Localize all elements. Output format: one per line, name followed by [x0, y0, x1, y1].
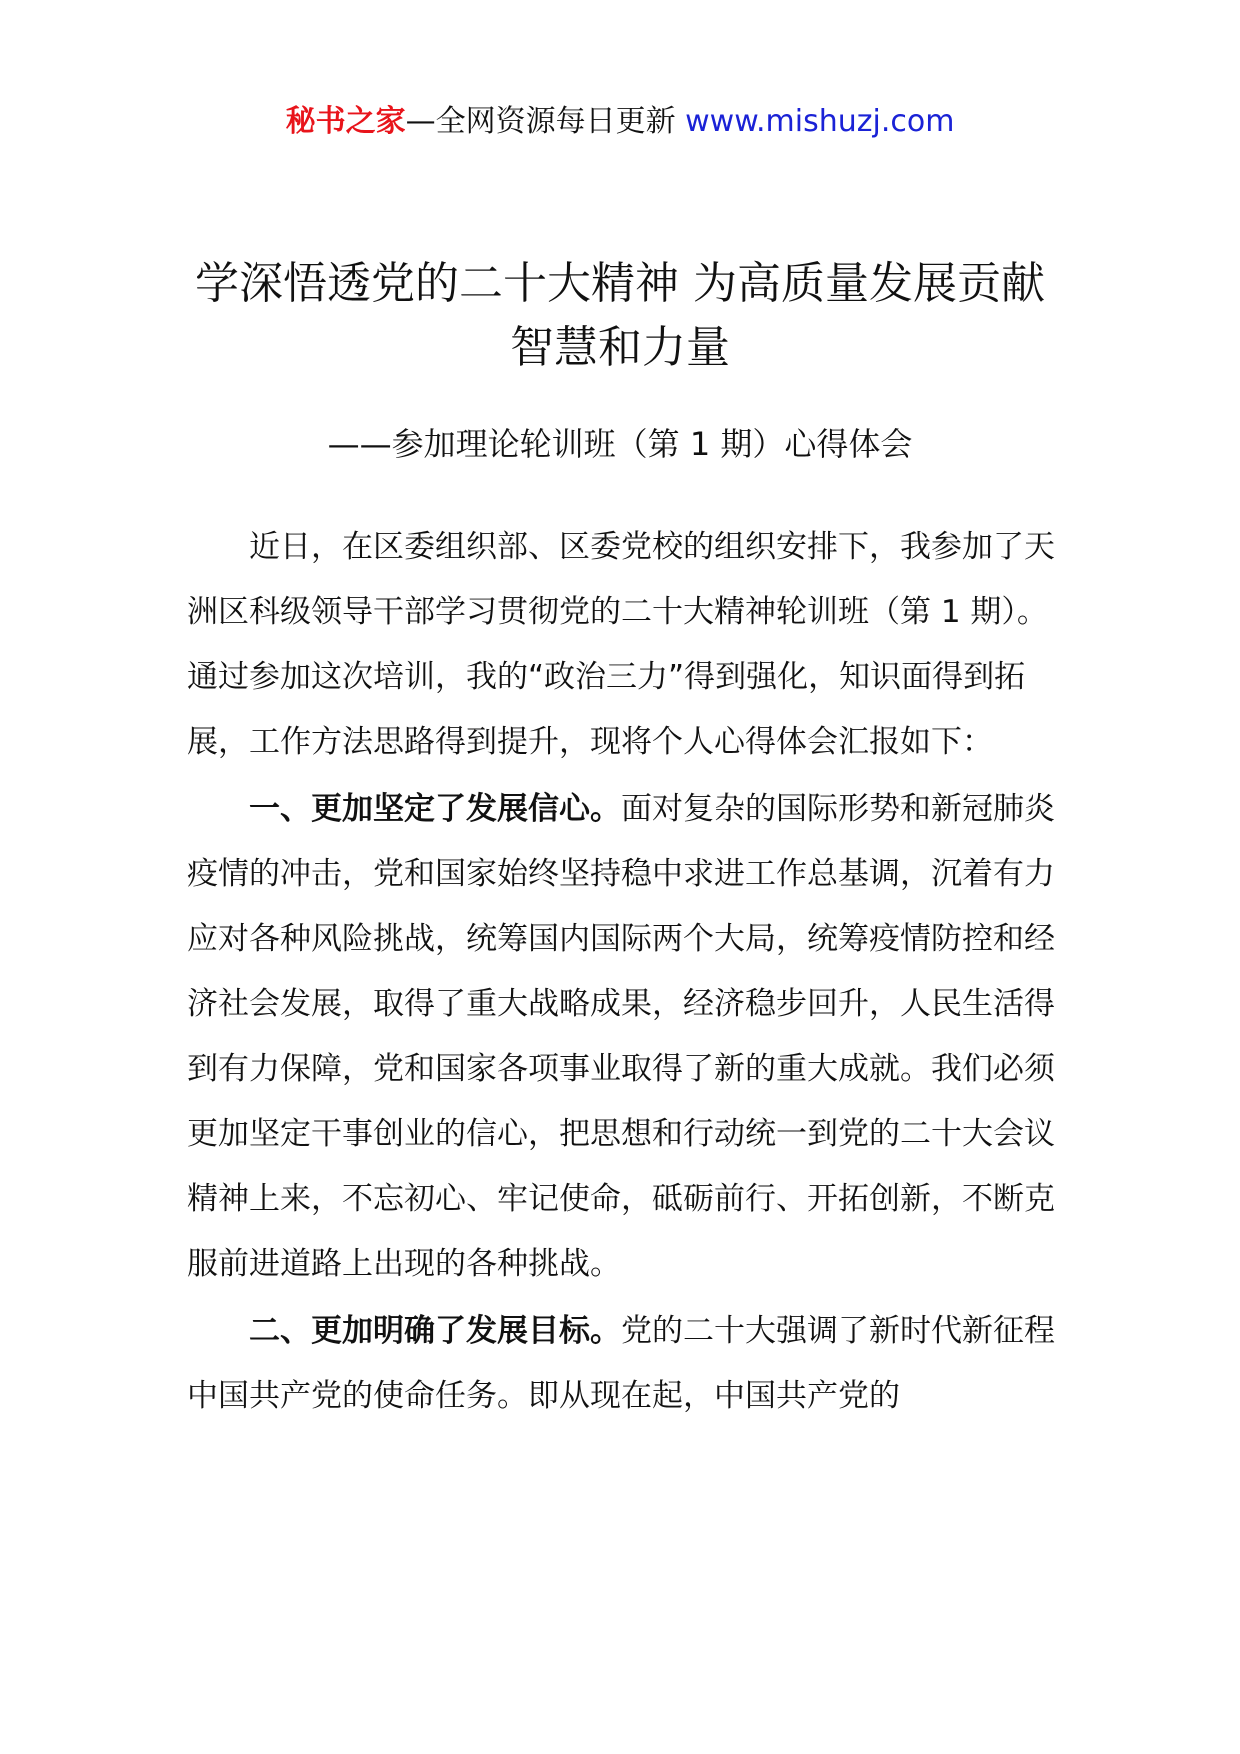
- brand-name: 秘书之家: [285, 104, 406, 139]
- section-heading: 一、更加坚定了发展信心。: [249, 791, 621, 827]
- paragraph-text: 面对复杂的国际形势和新冠肺炎疫情的冲击，党和国家始终坚持稳中求进工作总基调，沉着有力应对各种风险挑战，统筹国内国际两个大局，统筹疫情防控和经济社会发展，取得了重大战略成果，经济稳步回升，人民生活得到有力保障，党和国家各项事业取得了新的重大成就。我们必须更加坚定干事创业的信心，把思想和行动统一到党的二十大会议精神上来，不忘初心、牢记使命，砥砺前行、开拓创新，不断克服前进道路上出现的各种挑战。: [187, 791, 1055, 1282]
- document-subtitle: ——参加理论轮训班（第 1 期）心得体会: [327, 425, 913, 463]
- header-tagline: —全网资源每日更新: [405, 104, 686, 139]
- paragraph-section-1: [187, 777, 1055, 1297]
- site-url-link[interactable]: www.mishuzj.com: [685, 104, 955, 139]
- paragraph-section-2: [187, 1299, 1055, 1429]
- paragraph-intro: [187, 515, 1055, 775]
- paragraph-text: 党的二十大强调了新时代新征程中国共产党的使命任务。即从现在起，中国共产党的: [187, 1313, 1055, 1414]
- paragraph-text: 近日，在区委组织部、区委党校的组织安排下，我参加了天洲区科级领导干部学习贯彻党的二十大精神轮训班（第 1 期）。通过参加这次培训，我的“政治三力”得到强化，知识面得到拓展，工作方法思路得到提升，现将个人心得体会汇报如下：: [187, 529, 1055, 760]
- document-title: 学深悟透党的二十大精神 为高质量发展贡献智慧和力量: [195, 258, 1045, 373]
- header-banner: [0, 100, 1240, 144]
- document-body: [187, 515, 1055, 1431]
- section-heading: 二、更加明确了发展目标。: [249, 1313, 621, 1349]
